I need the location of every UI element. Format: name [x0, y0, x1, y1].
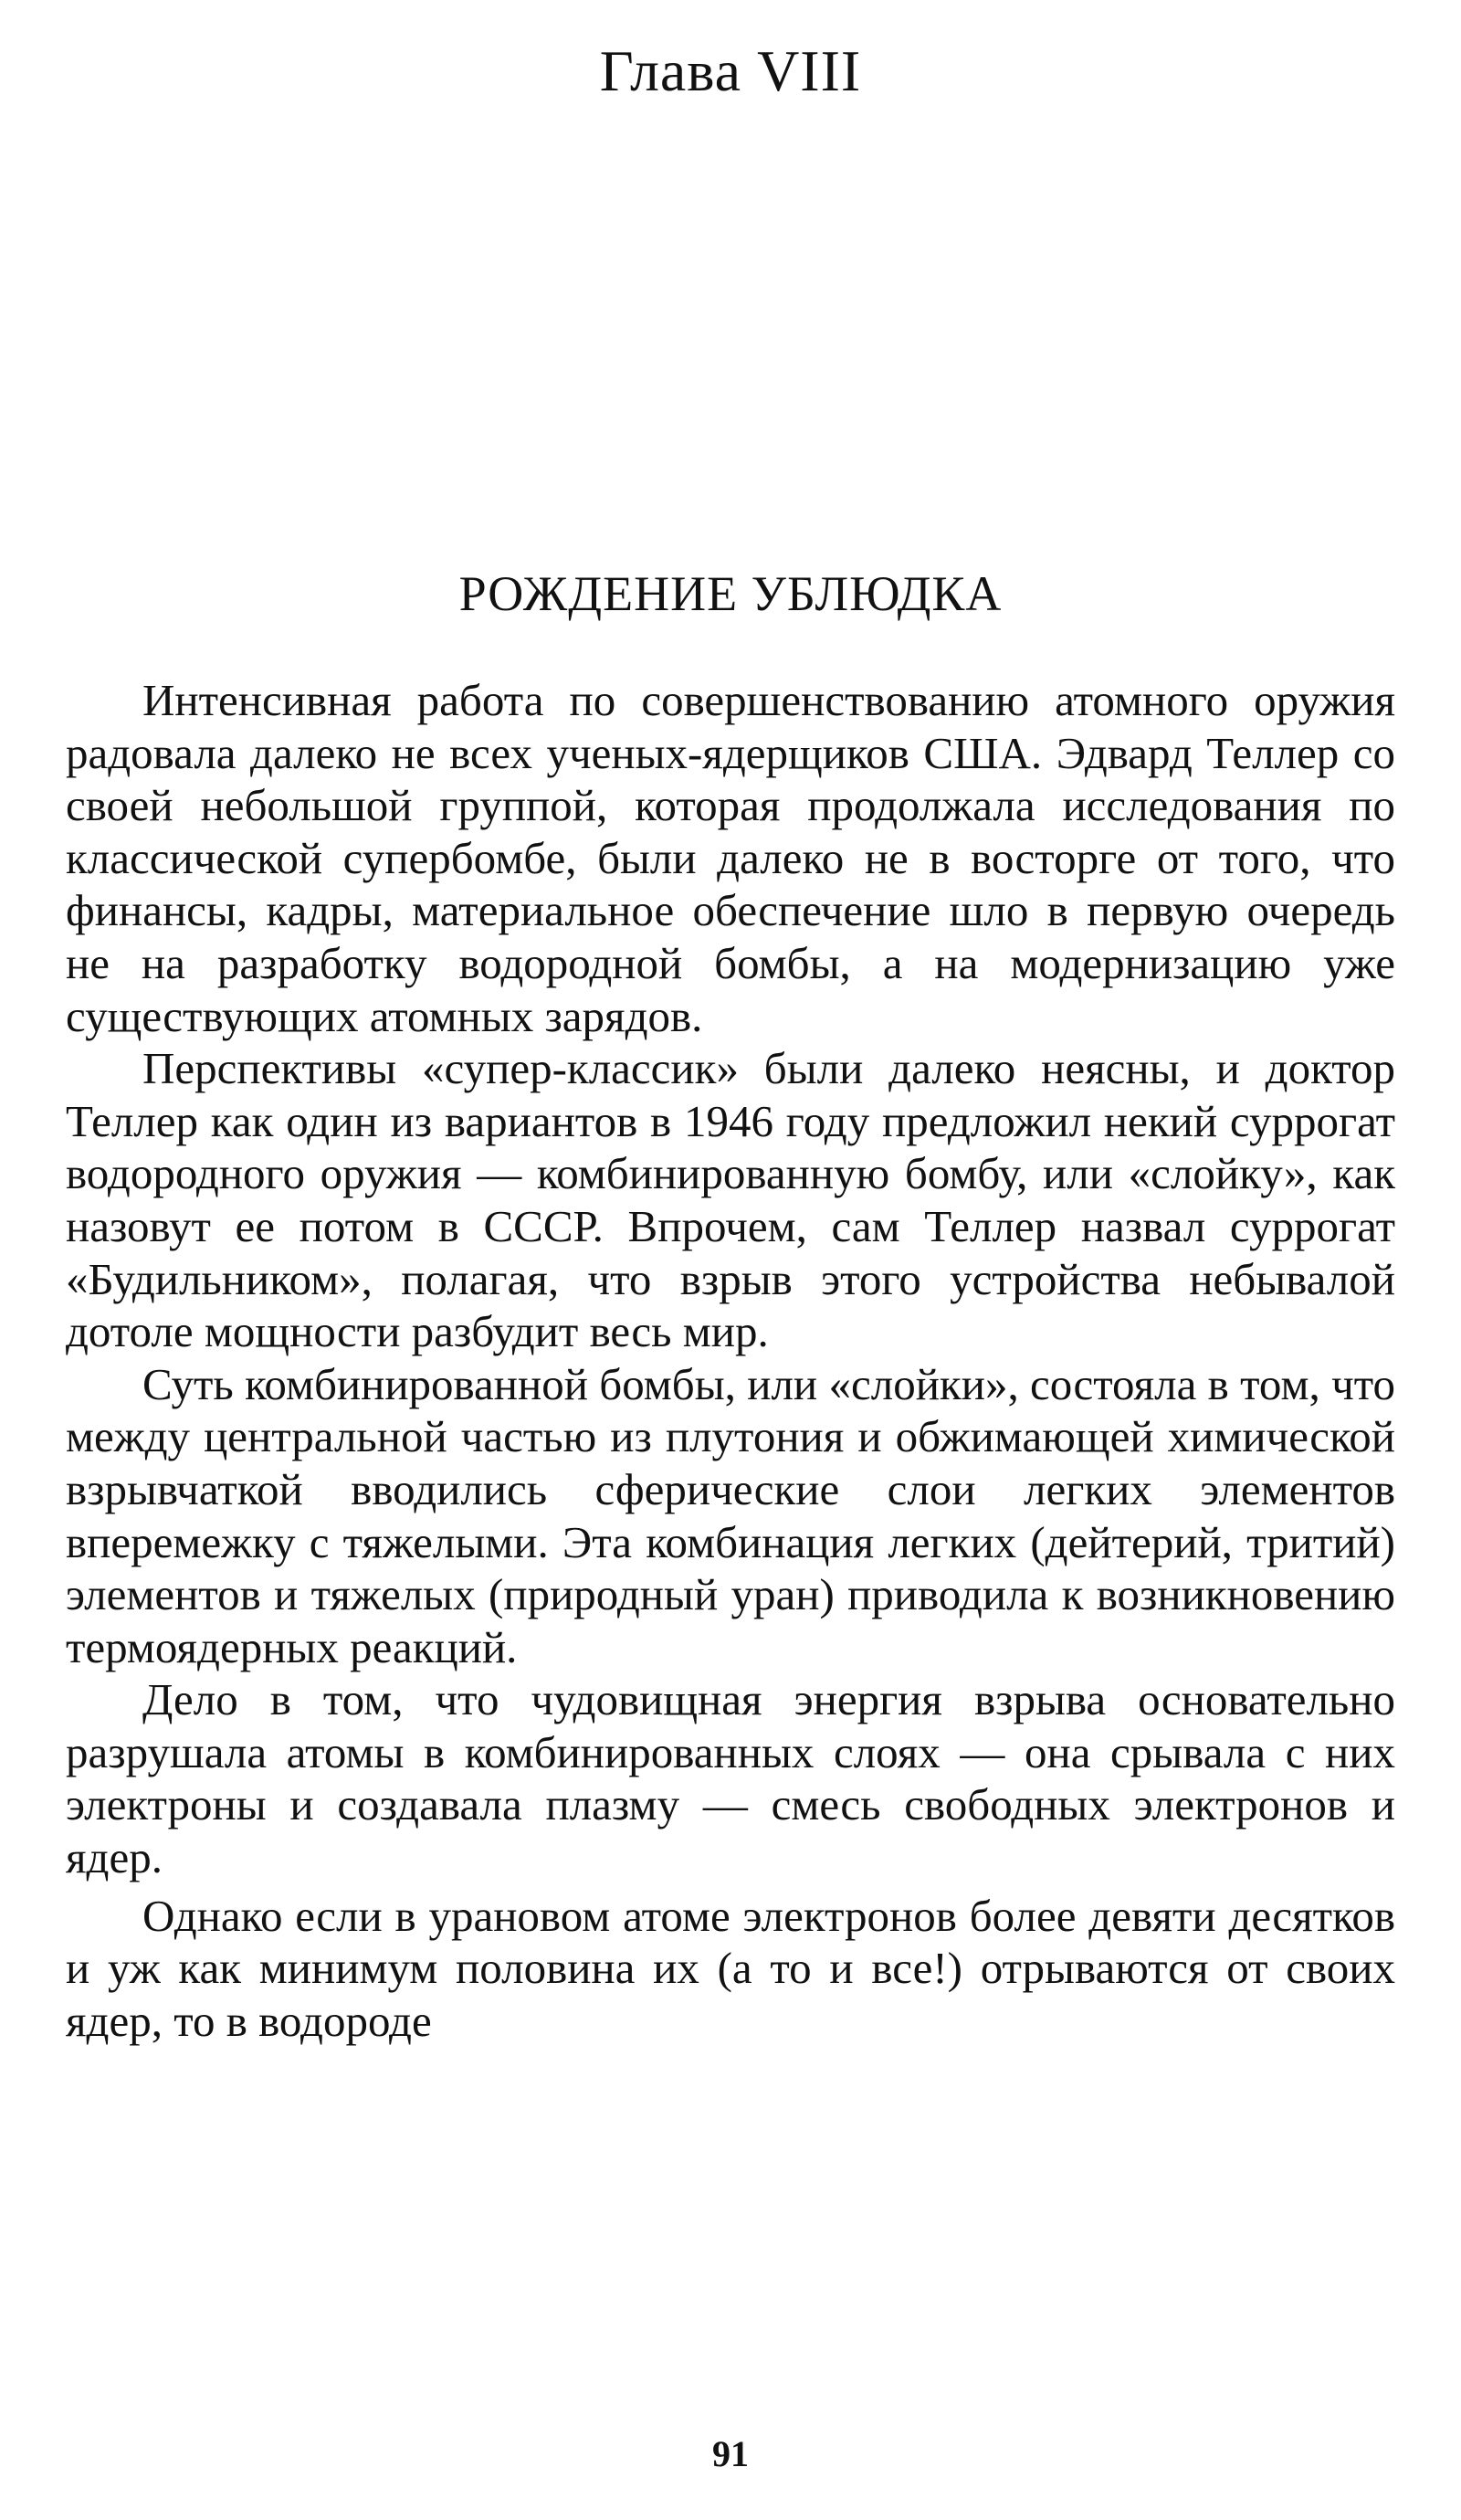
- section-title: РОЖДЕНИЕ УБЛЮДКА: [458, 566, 1003, 621]
- paragraph-2: Перспективы «супер-классик» были далеко неясны, и доктор Теллер как один из вариантов в 1946 году предложил некий суррогат водородного оружия — комбинированную бомбу, или «слойку», как назовут ее потом в СССР. Впрочем, сам Теллер назвал суррогат «Будильником», полагая, что взрыв этого устройства небывалой дотоле мощности разбудит весь мир.: [66, 1043, 1395, 1357]
- body-text: [66, 674, 1395, 2047]
- paragraph-5: Однако если в урановом атоме электронов более девяти десятков и уж как минимум половина их (а то и все!) отрываются от своих ядер, то в водороде: [66, 1890, 1395, 2046]
- page-number: 91: [712, 2433, 749, 2474]
- paragraph-1: Интенсивная работа по совершенствованию атомного оружия радовала далеко не всех ученых-ядерщиков США. Эдвард Теллер со своей небольшой группой, которая продолжала исследования по классической супербомбе, были далеко не в восторге от того, что финансы, кадры, материальное обеспечение шло в первую очередь не на разработку водородной бомбы, а на модернизацию уже существующих атомных зарядов.: [66, 675, 1395, 1041]
- chapter-heading: Глава VIII: [599, 38, 862, 103]
- paragraph-3: Суть комбинированной бомбы, или «слойки», состояла в том, что между центральной частью из плутония и обжимающей химической взрывчаткой вводились сферические слои легких элементов вперемежку с тяжелыми. Эта комбинация легких (дейтерий, тритий) элементов и тяжелых (природный уран) приводила к возникновению термоядерных реакций.: [66, 1358, 1395, 1672]
- paragraph-4: Дело в том, что чудовищная энергия взрыва основательно разрушала атомы в комбинированных слоях — она срывала с них электроны и создавала плазму — смесь свободных электронов и ядер.: [66, 1674, 1395, 1883]
